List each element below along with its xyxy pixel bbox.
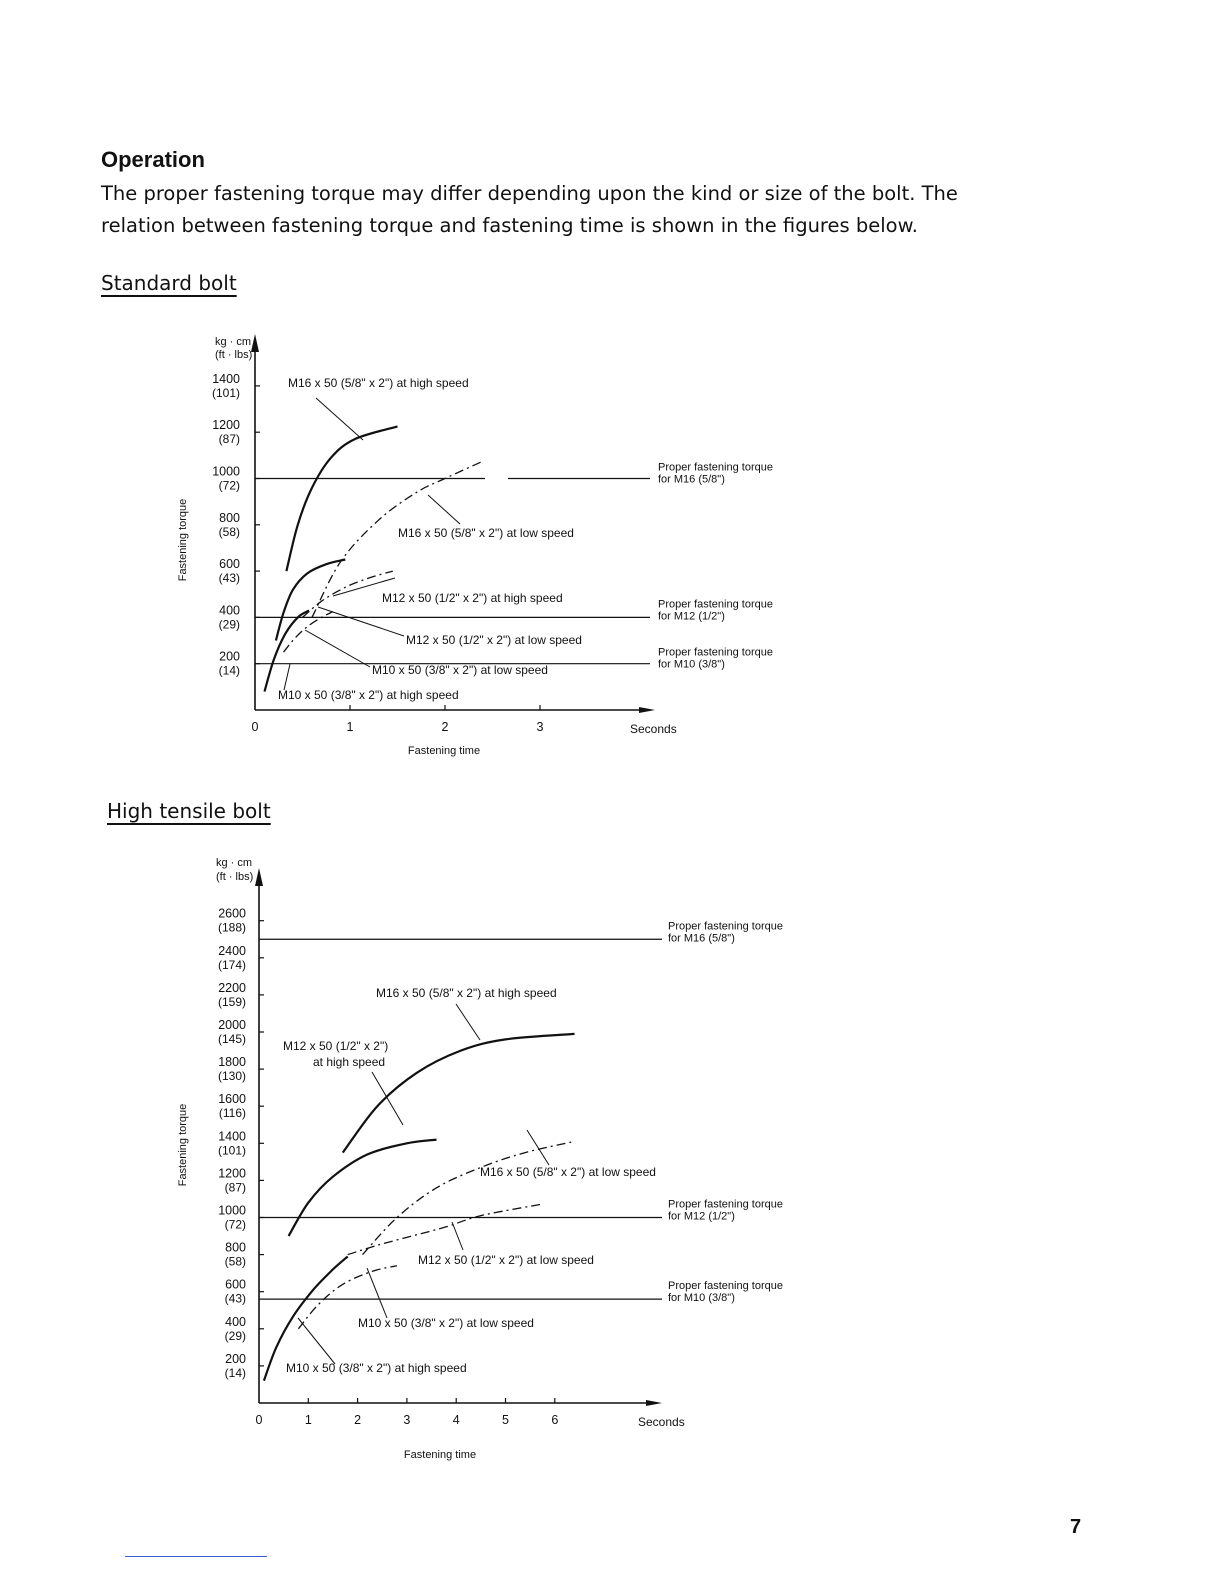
reference-label-sub: for M10 (3/8") [658,658,725,671]
y-tick-label: 1800 [218,1055,246,1070]
y-tick-sub-label: (145) [217,1032,246,1046]
series-line [286,426,397,571]
x-tick-label: 0 [255,1413,263,1427]
y-tick-sub-label: (130) [217,1069,246,1084]
reference-label-sub: for M16 (5/8") [658,473,725,486]
y-unit-sub-label: (ft · lbs) [215,349,253,361]
y-tick-label: 1200 [218,1166,246,1181]
y-tick-label: 1400 [218,1129,246,1144]
series-leader-line [372,1072,403,1125]
x-tick-label: 3 [536,720,544,734]
series-leader-line [298,1318,335,1364]
y-tick-label: 1000 [212,464,240,479]
x-tick-label: 5 [502,1413,509,1427]
reference-label-sub: for M12 (1/2") [658,610,725,623]
series-label: M16 x 50 (5/8" x 2") at high speed [288,376,469,390]
series-label: M10 x 50 (3/8" x 2") at low speed [372,663,548,677]
reference-label: Proper fastening torque [658,461,773,474]
y-tick-label: 2200 [218,980,246,995]
series-leader-line [428,495,460,524]
reference-label: Proper fastening torque [658,646,773,659]
chart-standard-bolt [177,334,773,757]
series-leader-line [367,1268,387,1318]
x-tick-label: 2 [441,720,449,734]
y-tick-sub-label: (159) [217,994,246,1009]
x-axis-title: Fastening time [403,1449,477,1461]
series-line [363,1141,575,1254]
y-tick-sub-label: (116) [218,1106,246,1121]
reference-label: Proper fastening torque [668,1280,783,1293]
y-axis-title: Fastening torque [177,1103,189,1187]
y-tick-sub-label: (87) [218,432,240,447]
footer-rule [125,1556,267,1557]
series-leader-line [284,664,290,690]
series-leader-line [305,630,370,667]
y-tick-sub-label: (174) [217,957,246,972]
y-axis-title: Fastening torque [177,498,189,582]
standard-bolt-heading: Standard bolt [101,271,237,295]
series-label-sub: at high speed [313,1055,386,1069]
y-tick-label: 2000 [218,1018,246,1032]
series-label: M12 x 50 (1/2" x 2") at high speed [382,591,563,605]
y-tick-label: 800 [225,1240,246,1255]
series-label: M12 x 50 (1/2" x 2") [283,1039,389,1053]
y-tick-label: 600 [225,1277,246,1292]
intro-line-1: The proper fastening torque may differ depending upon the kind or size of the bolt. The [101,182,958,205]
y-tick-sub-label: (58) [218,524,240,539]
y-tick-label: 200 [225,1351,246,1366]
y-unit-label: kg · cm [216,857,253,869]
series-line [289,1140,437,1236]
y-tick-sub-label: (188) [217,920,246,935]
y-tick-label: 400 [219,603,240,618]
y-tick-sub-label: (58) [224,1254,246,1269]
series-leader-line [316,398,363,440]
series-label: M12 x 50 (1/2" x 2") at low speed [418,1253,594,1267]
y-tick-label: 200 [219,649,240,664]
chart-high-tensile-bolt [177,857,783,1461]
x-tick-label: 1 [346,720,354,734]
reference-label: Proper fastening torque [668,920,783,933]
x-unit-label: Seconds [638,1415,685,1429]
x-axis-title: Fastening time [407,745,481,757]
x-tick-label: 6 [551,1413,559,1427]
x-tick-label: 2 [354,1413,362,1427]
y-unit-label: kg · cm [215,336,252,348]
y-tick-sub-label: (43) [218,571,240,586]
y-tick-sub-label: (101) [217,1143,246,1158]
y-tick-sub-label: (72) [218,478,240,493]
high-tensile-bolt-heading: High tensile bolt [107,799,271,823]
x-axis-arrow [646,1400,662,1406]
series-label: M16 x 50 (5/8" x 2") at high speed [376,986,557,1000]
y-tick-sub-label: (87) [224,1180,246,1195]
reference-label-sub: for M10 (3/8") [668,1292,735,1305]
y-tick-sub-label: (14) [218,663,240,678]
reference-label: Proper fastening torque [658,598,773,611]
y-tick-label: 400 [225,1314,246,1329]
series-leader-line [456,1004,480,1040]
y-tick-sub-label: (29) [224,1328,246,1343]
y-tick-sub-label: (101) [211,385,240,400]
x-tick-label: 0 [251,720,259,734]
page-number: 7 [1070,1516,1082,1538]
reference-label-sub: for M16 (5/8") [668,932,735,945]
series-label: M12 x 50 (1/2" x 2") at low speed [406,633,582,647]
x-axis-arrow [639,707,655,713]
y-tick-label: 2600 [218,906,246,921]
y-tick-sub-label: (43) [224,1291,246,1306]
reference-label: Proper fastening torque [668,1198,783,1211]
series-line [348,1205,540,1255]
y-tick-label: 800 [219,510,240,525]
x-tick-label: 1 [304,1413,312,1427]
y-tick-sub-label: (72) [224,1217,246,1232]
y-tick-sub-label: (14) [224,1365,246,1380]
series-label: M10 x 50 (3/8" x 2") at low speed [358,1316,534,1330]
y-axis-arrow [255,868,263,886]
y-tick-label: 600 [219,557,240,572]
y-tick-label: 1600 [218,1092,246,1107]
y-tick-label: 1400 [212,371,240,386]
x-unit-label: Seconds [630,722,677,736]
series-leader-line [318,607,404,636]
y-tick-label: 1000 [218,1203,246,1218]
series-label: M16 x 50 (5/8" x 2") at low speed [398,526,574,540]
intro-line-2: relation between fastening torque and fastening time is shown in the figures below. [101,214,918,237]
y-tick-label: 2400 [218,943,246,958]
y-unit-sub-label: (ft · lbs) [216,871,254,883]
page-heading: Operation [101,147,205,172]
series-leader-line [452,1222,463,1250]
series-label: M10 x 50 (3/8" x 2") at high speed [278,688,459,702]
series-label: M16 x 50 (5/8" x 2") at low speed [480,1165,656,1179]
x-tick-label: 3 [403,1413,411,1427]
y-tick-sub-label: (29) [218,617,240,632]
x-tick-label: 4 [452,1413,460,1427]
series-label: M10 x 50 (3/8" x 2") at high speed [286,1361,467,1375]
y-tick-label: 1200 [212,418,240,433]
reference-label-sub: for M12 (1/2") [668,1210,735,1223]
